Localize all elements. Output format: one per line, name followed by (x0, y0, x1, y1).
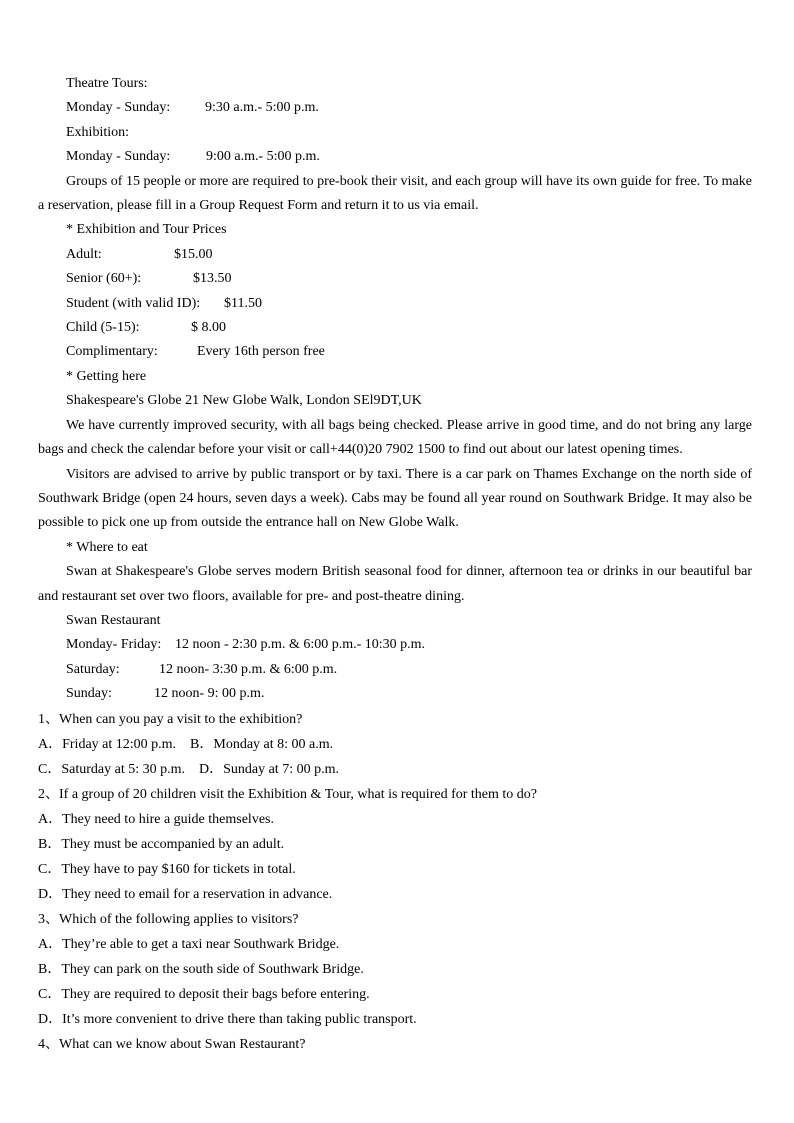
restaurant-hours: 12 noon- 3:30 p.m. & 6:00 p.m. (159, 661, 338, 677)
answer-option-a: A．They’re able to get a taxi near Southwark Bridge. (38, 936, 340, 952)
price-row (38, 340, 752, 364)
price-row (38, 316, 752, 340)
swan-paragraph: Swan at Shakespeare's Globe serves modern British seasonal food for dinner, afternoon tea or drinks in our beautiful bar and restaurant set over two floors, available for pre- and post-theatre dining. (38, 564, 752, 604)
question-stem: 1、When can you pay a visit to the exhibition? (38, 711, 303, 727)
exhibition-heading: Exhibition: (66, 124, 129, 140)
where-to-eat-heading: * Where to eat (66, 539, 148, 555)
answer-option-a: A．They need to hire a guide themselves. (38, 811, 274, 827)
answer-option-c: C．They are required to deposit their bags before entering. (38, 986, 370, 1002)
document-page (38, 72, 752, 1057)
restaurant-hours-row (38, 658, 752, 682)
theatre-tours-days: Monday - Sunday: (66, 100, 171, 116)
answer-option-b: B．They can park on the south side of Southwark Bridge. (38, 961, 364, 977)
question-stem: 3、Which of the following applies to visitors? (38, 911, 299, 927)
answer-options: A．Friday at 12:00 p.m. B．Monday at 8: 00 a.m. (38, 736, 334, 752)
getting-here-heading: * Getting here (66, 368, 147, 384)
price-row (38, 267, 752, 291)
address: Shakespeare's Globe 21 New Globe Walk, London SEl9DT,UK (66, 393, 422, 409)
transport-paragraph: Visitors are advised to arrive by public transport or by taxi. There is a car park on Thames Exchange on the north side of Southwark Bridge (open 24 hours, seven days a week). Cabs may be found all year round on Southwark Bridge. It may also be possible to pick one up from outside the entrance hall on New Globe Walk. (38, 466, 752, 531)
restaurant-days: Saturday: (66, 661, 120, 677)
question-stem: 4、What can we know about Swan Restaurant? (38, 1036, 306, 1052)
price-value: $ 8.00 (191, 320, 226, 336)
price-value: $15.00 (174, 246, 213, 262)
prices-heading: * Exhibition and Tour Prices (66, 222, 227, 238)
restaurant-hours-row (38, 633, 752, 657)
restaurant-hours-row (38, 682, 752, 706)
restaurant-hours: 12 noon - 2:30 p.m. & 6:00 p.m.- 10:30 p.m. (175, 637, 426, 653)
price-label: Adult: (66, 246, 102, 262)
answer-option-c: C．They have to pay $160 for tickets in total. (38, 861, 296, 877)
security-paragraph: We have currently improved security, with all bags being checked. Please arrive in good time, and do not bring any large bags and check the calendar before your visit or call+44(0)20 7902 1500 to find out about our latest opening times. (38, 417, 752, 458)
restaurant-hours: 12 noon- 9: 00 p.m. (154, 686, 265, 702)
restaurant-heading: Swan Restaurant (66, 612, 161, 628)
price-label: Senior (60+): (66, 271, 142, 287)
theatre-tours-hours: 9:30 a.m.- 5:00 p.m. (205, 100, 319, 116)
question-3 (38, 907, 752, 1032)
question-1 (38, 707, 752, 782)
answer-option-b: B．They must be accompanied by an adult. (38, 836, 285, 852)
question-stem: 2、If a group of 20 children visit the Exhibition & Tour, what is required for them to do? (38, 786, 537, 802)
theatre-tours-heading: Theatre Tours: (66, 76, 148, 91)
price-label: Child (5-15): (66, 320, 140, 336)
theatre-tours-row (38, 96, 752, 120)
groups-paragraph: Groups of 15 people or more are required to pre-book their visit, and each group will have its own guide for free. To make a reservation, please fill in a Group Request Form and return it to us via email. (38, 173, 752, 214)
price-row (38, 243, 752, 267)
answer-option-d: D．It’s more convenient to drive there than taking public transport. (38, 1011, 417, 1027)
price-label: Complimentary: (66, 344, 158, 360)
restaurant-days: Monday- Friday: (66, 637, 162, 653)
restaurant-days: Sunday: (66, 686, 112, 702)
question-4 (38, 1032, 752, 1057)
price-value: $13.50 (193, 271, 232, 287)
question-2 (38, 782, 752, 907)
price-value: Every 16th person free (197, 344, 325, 360)
exhibition-hours: 9:00 a.m.- 5:00 p.m. (206, 149, 320, 165)
price-label: Student (with valid ID): (66, 295, 201, 311)
answer-options: C．Saturday at 5: 30 p.m. D．Sunday at 7: 00 p.m. (38, 761, 339, 777)
answer-option-d: D．They need to email for a reservation in advance. (38, 886, 333, 902)
price-row (38, 292, 752, 316)
exhibition-row (38, 145, 752, 169)
price-value: $11.50 (224, 295, 262, 311)
exhibition-days: Monday - Sunday: (66, 149, 171, 165)
